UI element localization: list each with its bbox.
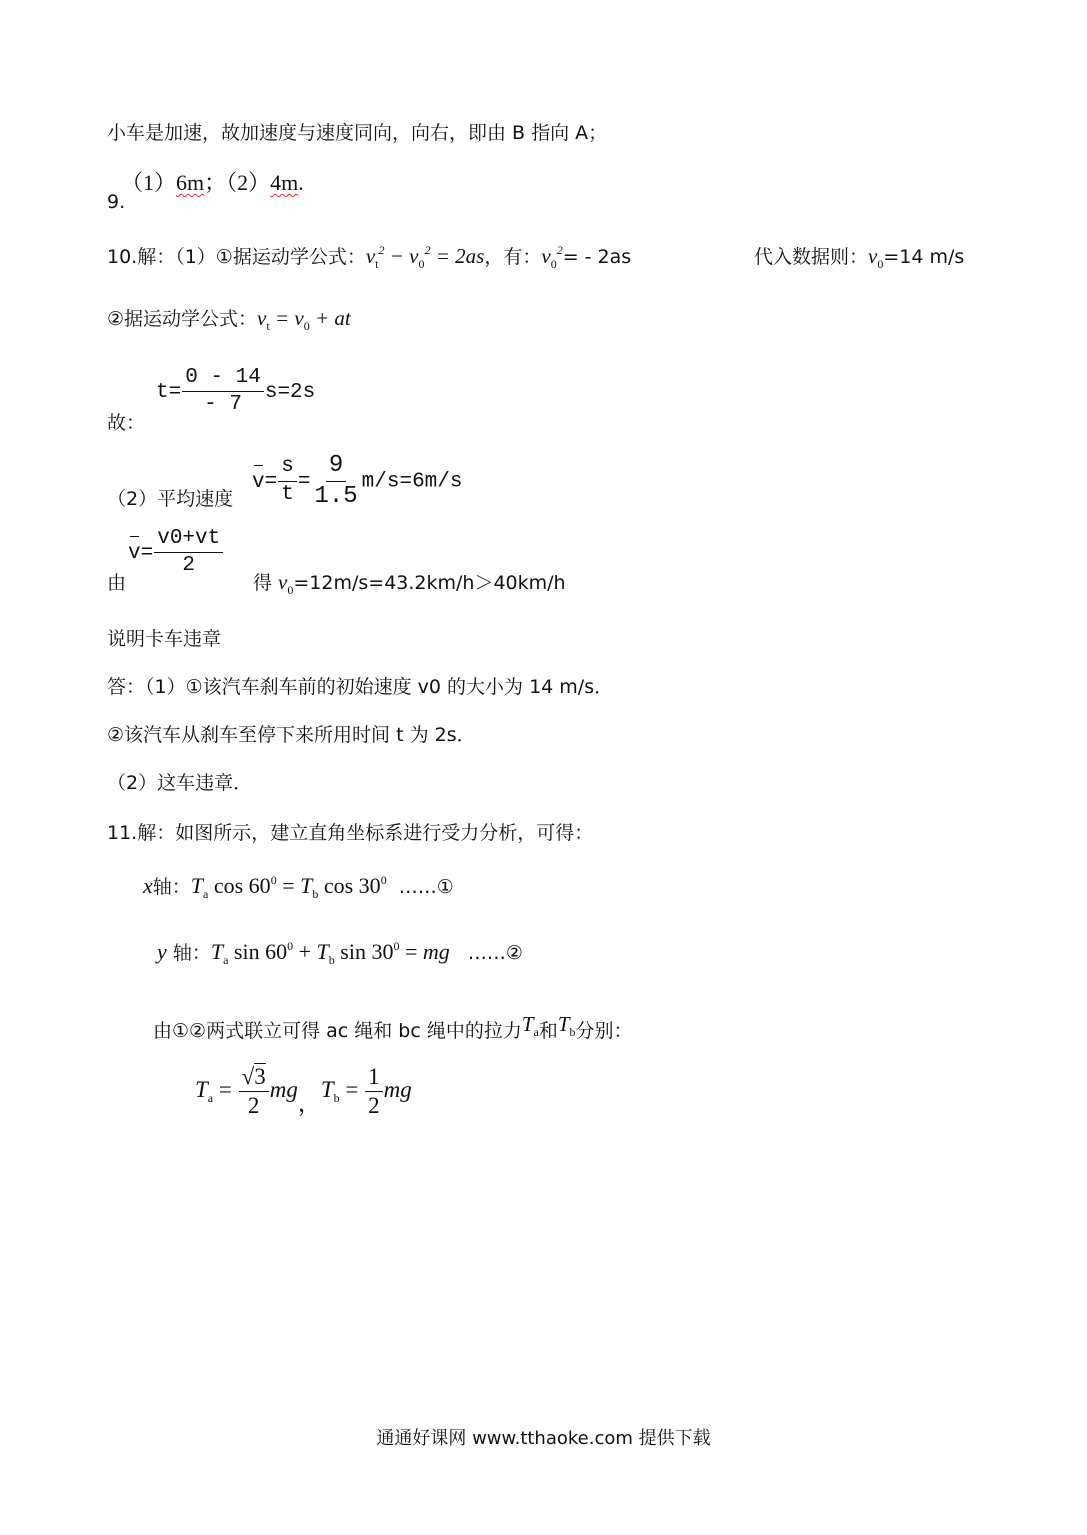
avg-den2: 1.5 [314, 482, 358, 510]
q10-lead: 10.解：（1）①据运动学公式： [107, 246, 366, 268]
Tb-fraction: $\frac{1}{2}$ [365, 1064, 383, 1120]
Ta-fraction: $\frac{√3}{2}$ [239, 1064, 269, 1120]
kinematic-formula-2: $v_t = v_0$ + at [257, 306, 351, 333]
q9-end: . [298, 170, 304, 195]
kinematic-formula-1: $v_t^2 - v_0^2 = 2as$ [365, 243, 485, 271]
v0-symbol: $v_0$ [868, 244, 884, 271]
avg-num2: 9 [326, 452, 346, 482]
y-axis-equation [157, 938, 523, 968]
combine-text-a: 由①②两式联立可得 ac 绳和 bc 绳中的拉力 [153, 1020, 522, 1042]
q11-line: 11.解：如图所示，建立直角坐标系进行受力分析，可得： [107, 822, 594, 844]
q10-substitution [754, 242, 964, 272]
page-footer: 通通好课网 www.tthaoke.com 提供下载 [376, 1428, 711, 1449]
v0-squared: $v_0^2$ [541, 243, 563, 271]
x-axis-label: 轴： [152, 876, 191, 898]
combine-line [153, 1012, 633, 1043]
q10-line1 [107, 242, 631, 272]
q9-number: 9. [107, 191, 126, 213]
y-axis-label: 轴： [172, 942, 211, 964]
combine-text-b: 和 [538, 1020, 558, 1042]
result-separator: ， [297, 1091, 321, 1117]
avg-velocity-equation: v= $\frac{s}{t}$ = $\frac{9}{1.5}$ m/s=6m/s [252, 452, 463, 510]
avg-eq2: = [297, 470, 311, 494]
answer-line-2: ②该汽车从刹车至停下来所用时间 t 为 2s． [107, 724, 476, 746]
avg-velocity-def: v= $\frac{v0+vt}{2}$ [128, 527, 224, 578]
q9-value2: 4m [270, 170, 299, 195]
q10-line2 [107, 304, 351, 334]
t-denominator: - 7 [204, 393, 242, 417]
conclusion-line: 说明卡车违章 [107, 628, 222, 650]
you-result-lead: 得 [253, 572, 279, 594]
text-line-1: 小车是加速，故加速度与速度同向，向右，即由 B 指向 A； [107, 122, 608, 144]
Tb-symbol: $T_b$ [557, 1012, 576, 1039]
you-result-value: =12m/s=43.2km/h＞40km/h [293, 572, 566, 594]
t-numerator: 0 - 14 [182, 366, 264, 392]
q9-value1: 6m [176, 170, 205, 195]
q9-part1: （1） [121, 170, 177, 195]
you-denominator: 2 [182, 554, 196, 578]
avg-rhs: m/s=6m/s [361, 470, 463, 494]
combine-text-c: 分别： [575, 1020, 633, 1042]
answer-line-1: 答：（1）①该汽车刹车前的初始速度 v0 的大小为 14 m/s． [107, 676, 614, 698]
equation-1: $T_a$ $\cos 60^0 = T_b$ $\cos 30^0$ [190, 873, 387, 901]
you-numerator: v0+vt [154, 527, 223, 553]
eq2-tag: ……② [467, 942, 523, 964]
answer-line-3: （2）这车违章． [107, 772, 253, 794]
you-fraction [154, 527, 223, 578]
avg-label: （2）平均速度 [107, 488, 234, 510]
time-equation [156, 366, 315, 417]
t-lhs: t= [156, 381, 182, 405]
q9-sep: ；（2） [204, 170, 271, 195]
q9-answer [121, 166, 304, 197]
x-axis-equation [143, 872, 454, 902]
gu-label: 故： [107, 412, 146, 434]
avg-s: s [278, 455, 297, 481]
eq1-tag: ……① [398, 876, 454, 898]
avg-fraction-1 [278, 455, 297, 506]
avg-t: t [281, 482, 294, 506]
t-fraction [182, 366, 264, 417]
you-label: 由 [107, 572, 127, 594]
v-bar-2: v [128, 542, 141, 566]
q10-rhs: = - 2as [562, 246, 632, 268]
sqrt3: √3 [239, 1064, 269, 1092]
v-bar: v [252, 470, 265, 494]
equation-2: $T_a$ $\sin 60^0 + T_b$ $\sin 30^0$ = mg [210, 939, 450, 967]
q10-sub-label: 代入数据则： [754, 246, 869, 268]
t-rhs: s=2s [264, 381, 316, 405]
v0-symbol-2: $v_0$ [278, 570, 294, 597]
result-equations: $T_a$ = $\frac{√3}{2}$ mg，$T_b$ = $\frac{1}{2}$ mg [195, 1064, 412, 1119]
avg-fraction-2 [311, 452, 360, 510]
Ta-symbol: $T_a$ [521, 1012, 539, 1039]
you-result [253, 568, 566, 598]
y-symbol: y [157, 939, 167, 964]
q10-2-lead: ②据运动学公式： [107, 308, 258, 330]
q10-sub-value: =14 m/s [883, 246, 965, 268]
q10-mid: ，有： [484, 246, 542, 268]
x-symbol: x [143, 873, 153, 898]
